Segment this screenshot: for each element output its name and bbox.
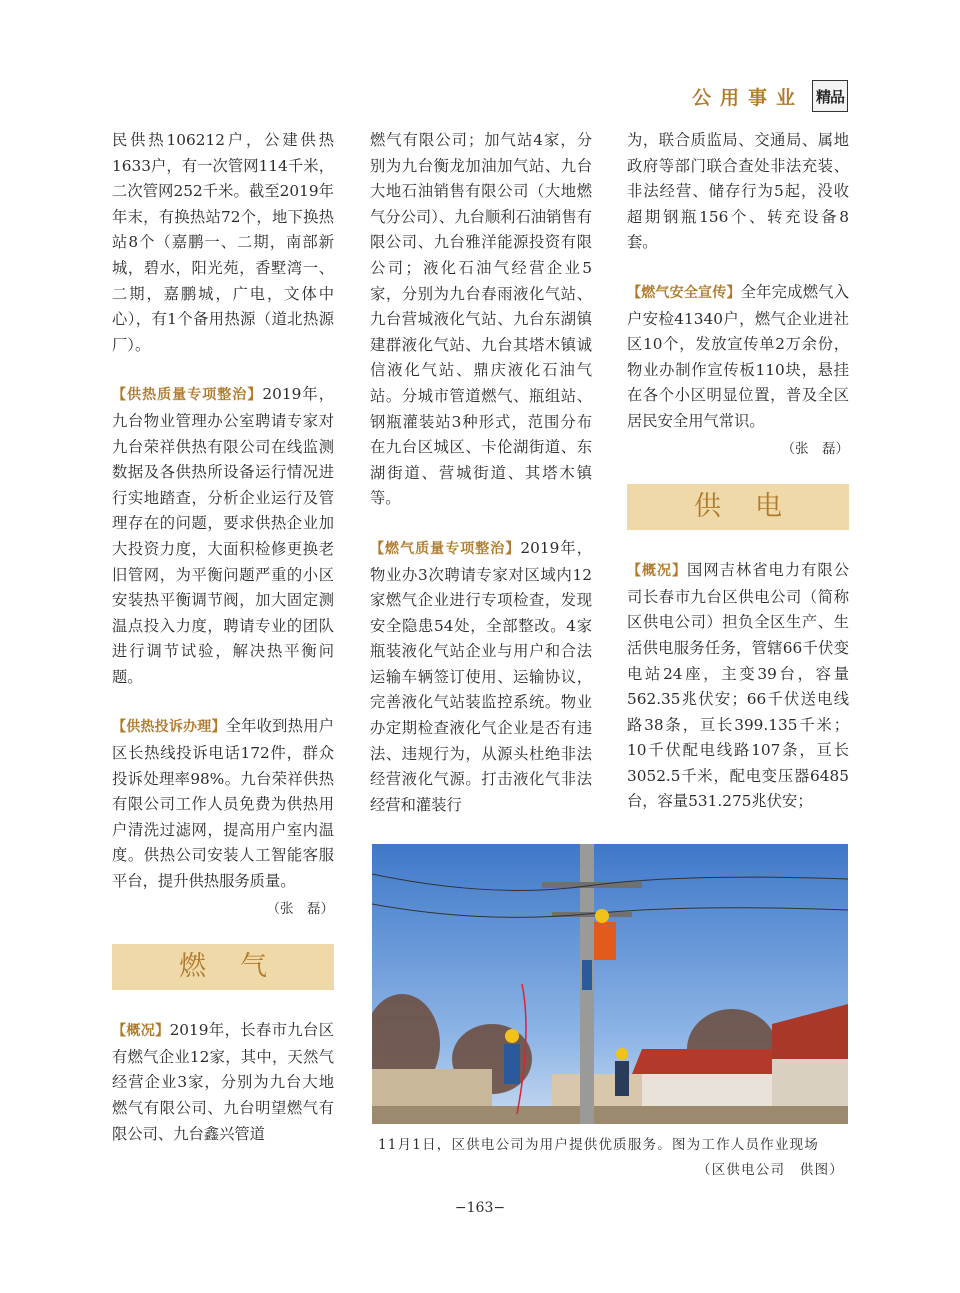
jingpin-logo-icon: 精品	[812, 80, 848, 112]
paragraph	[370, 536, 592, 819]
photo-caption: 11月1日，区供电公司为用户提供优质服务。图为工作人员作业现场	[378, 1137, 819, 1153]
section-tag: 【概况】	[112, 1023, 170, 1040]
paragraph	[627, 280, 849, 435]
paragraph-text: 国网吉林省电力有限公司长春市九台区供电公司（简称区供电公司）担负全区生产、生活供电服务任务，管辖66千伏变电站24座，主变39台，容量562.35兆伏安；66千伏送电线路38条，亘长399.135千米；10千伏配电线路107条，亘长3052.5千米，配电变压器6485台，容量531.275兆伏安；	[627, 561, 849, 811]
column-3	[627, 128, 849, 839]
section-tag: 【供热投诉办理】	[112, 719, 226, 736]
page-number: −163−	[454, 1200, 506, 1216]
paragraph	[112, 382, 334, 690]
photo-illustration	[372, 844, 848, 1124]
paragraph-text: 2019年，九台物业管理办公室聘请专家对九台荣祥供热有限公司在线监测数据及各供热所设备运行情况进行实地踏查，分析企业运行及管理存在的问题，要求供热企业加大投资力度，大面积检修更换老旧管网，为平衡问题严重的小区安装热平衡调节阀，加大固定测温点投入力度，聘请专业的团队进行调节试验，解决热平衡问题。	[112, 385, 334, 686]
author-signature: （张 磊）	[266, 900, 334, 917]
section-banner-gas: 燃气	[112, 944, 334, 990]
section-tag: 【燃气安全宣传】	[627, 284, 741, 301]
paragraph: 燃气有限公司；加气站4家，分别为九台衡龙加油加气站、九台大地石油销售有限公司（大地燃气分公司）、九台顺利石油销售有限公司、九台雅洋能源投资有限公司；液化石油气经营企业5家，分别为九台春雨液化气站、九台营城液化气站、九台东湖镇建群液化气站、九台其塔木镇诚信液化气站、鼎庆液化石油气站。分城市管道燃气、瓶组站、钢瓶灌装站3种形式，范围分布在九台区城区、卡伦湖街道、东湖街道、营城街道、其塔木镇等。	[370, 131, 592, 508]
section-tag: 【燃气质量专项整治】	[370, 540, 521, 557]
photo-lineworker	[372, 844, 848, 1124]
column-2	[370, 128, 592, 842]
paragraph-text: 全年完成燃气入户安检41340户，燃气企业进社区10个，发放宣传单2万余份，物业办制作宣传板110块，悬挂在各个小区明显位置，普及全区居民安全用气常识。	[627, 282, 849, 430]
paragraph-text: 2019年，物业办3次聘请专家对区域内12家燃气企业进行专项检查，发现安全隐患54处，全部整改。4家瓶装液化气站企业与用户和合法运输车辆签订使用、运输协议，完善液化气站装监控系统。物业办定期检查液化气企业是否有违法、违规行为，从源头杜绝非法经营液化气源。打击液化气非法经营和灌装行	[370, 538, 592, 814]
section-tag: 【供热质量专项整治】	[112, 387, 263, 404]
section-tag: 【概况】	[627, 563, 688, 580]
paragraph: 为，联合质监局、交通局、属地政府等部门联合查处非法充装、非法经营、储存行为5起，没收超期钢瓶156个、转充设备8套。	[627, 131, 849, 252]
section-banner-power: 供电	[627, 484, 849, 530]
section-title: 公用事业	[691, 86, 804, 109]
paragraph-text: 2019年，长春市九台区有燃气企业12家，其中，天然气经营企业3家，分别为九台大地燃气有限公司、九台明望燃气有限公司、九台鑫兴管道	[112, 1021, 334, 1143]
column-1	[112, 128, 334, 1171]
paragraph-text: 全年收到热用户区长热线投诉电话172件，群众投诉处理率98%。九台荣祥供热有限公司工作人员免费为供热用户清洗过滤网，提高用户室内温度。供热公司安装人工智能客服平台，提升供热服务质量。	[112, 717, 334, 891]
page-header	[692, 80, 848, 112]
photo-credit: （区供电公司 供图）	[697, 1162, 844, 1178]
paragraph	[627, 558, 849, 815]
author-signature: （张 磊）	[781, 440, 849, 457]
paragraph	[112, 1018, 334, 1147]
paragraph: 民供热106212户，公建供热1633户，有一次管网114千米，二次管网252千米。截至2019年年末，有换热站72个，地下换热站8个（嘉鹏一、二期，南部新城，碧水，阳光苑，香墅湾一、二期，嘉鹏城，广电，文体中心），有1个备用热源（道北热源厂）。	[112, 131, 334, 354]
paragraph	[112, 714, 334, 894]
